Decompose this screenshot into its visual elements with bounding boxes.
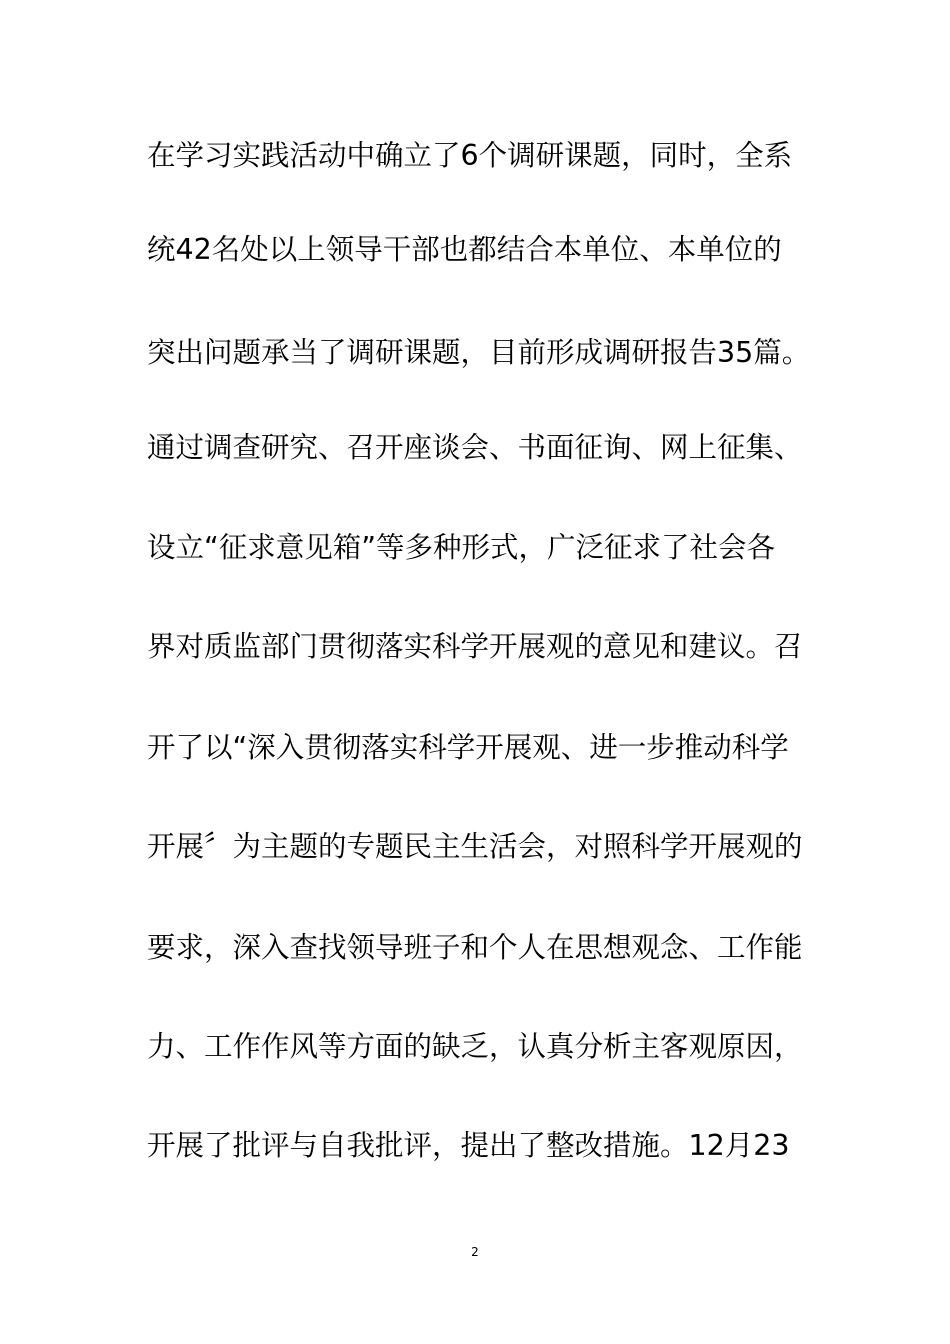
text-line-10: 力、工作作风等方面的缺乏，认真分析主客观原因， — [147, 1030, 803, 1063]
text-line-7: 开了以“深入贯彻落实科学开展观、进一步推动科学 — [147, 731, 789, 764]
text-line-3: 突出问题承当了调研课题，目前形成调研报告35篇。 — [147, 336, 811, 369]
text-line-2: 统42名处以上领导干部也都结合本单位、本单位的 — [147, 233, 782, 266]
text-line-1: 在学习实践活动中确立了6个调研课题，同时，全系 — [147, 139, 793, 172]
text-line-11: 开展了批评与自我批评，提出了整改措施。12月23 — [147, 1129, 790, 1162]
text-line-4: 通过调查研究、召开座谈会、书面征询、网上征集、 — [147, 431, 803, 464]
text-line-8: 开展〞为主题的专题民主生活会，对照科学开展观的 — [147, 830, 803, 863]
text-line-5: 设立“征求意见箱”等多种形式，广泛征求了社会各 — [147, 531, 776, 564]
page-number: 2 — [471, 1245, 479, 1259]
text-line-6: 界对质监部门贯彻落实科学开展观的意见和建议。召 — [147, 630, 803, 663]
text-line-9: 要求，深入查找领导班子和个人在思想观念、工作能 — [147, 931, 803, 964]
